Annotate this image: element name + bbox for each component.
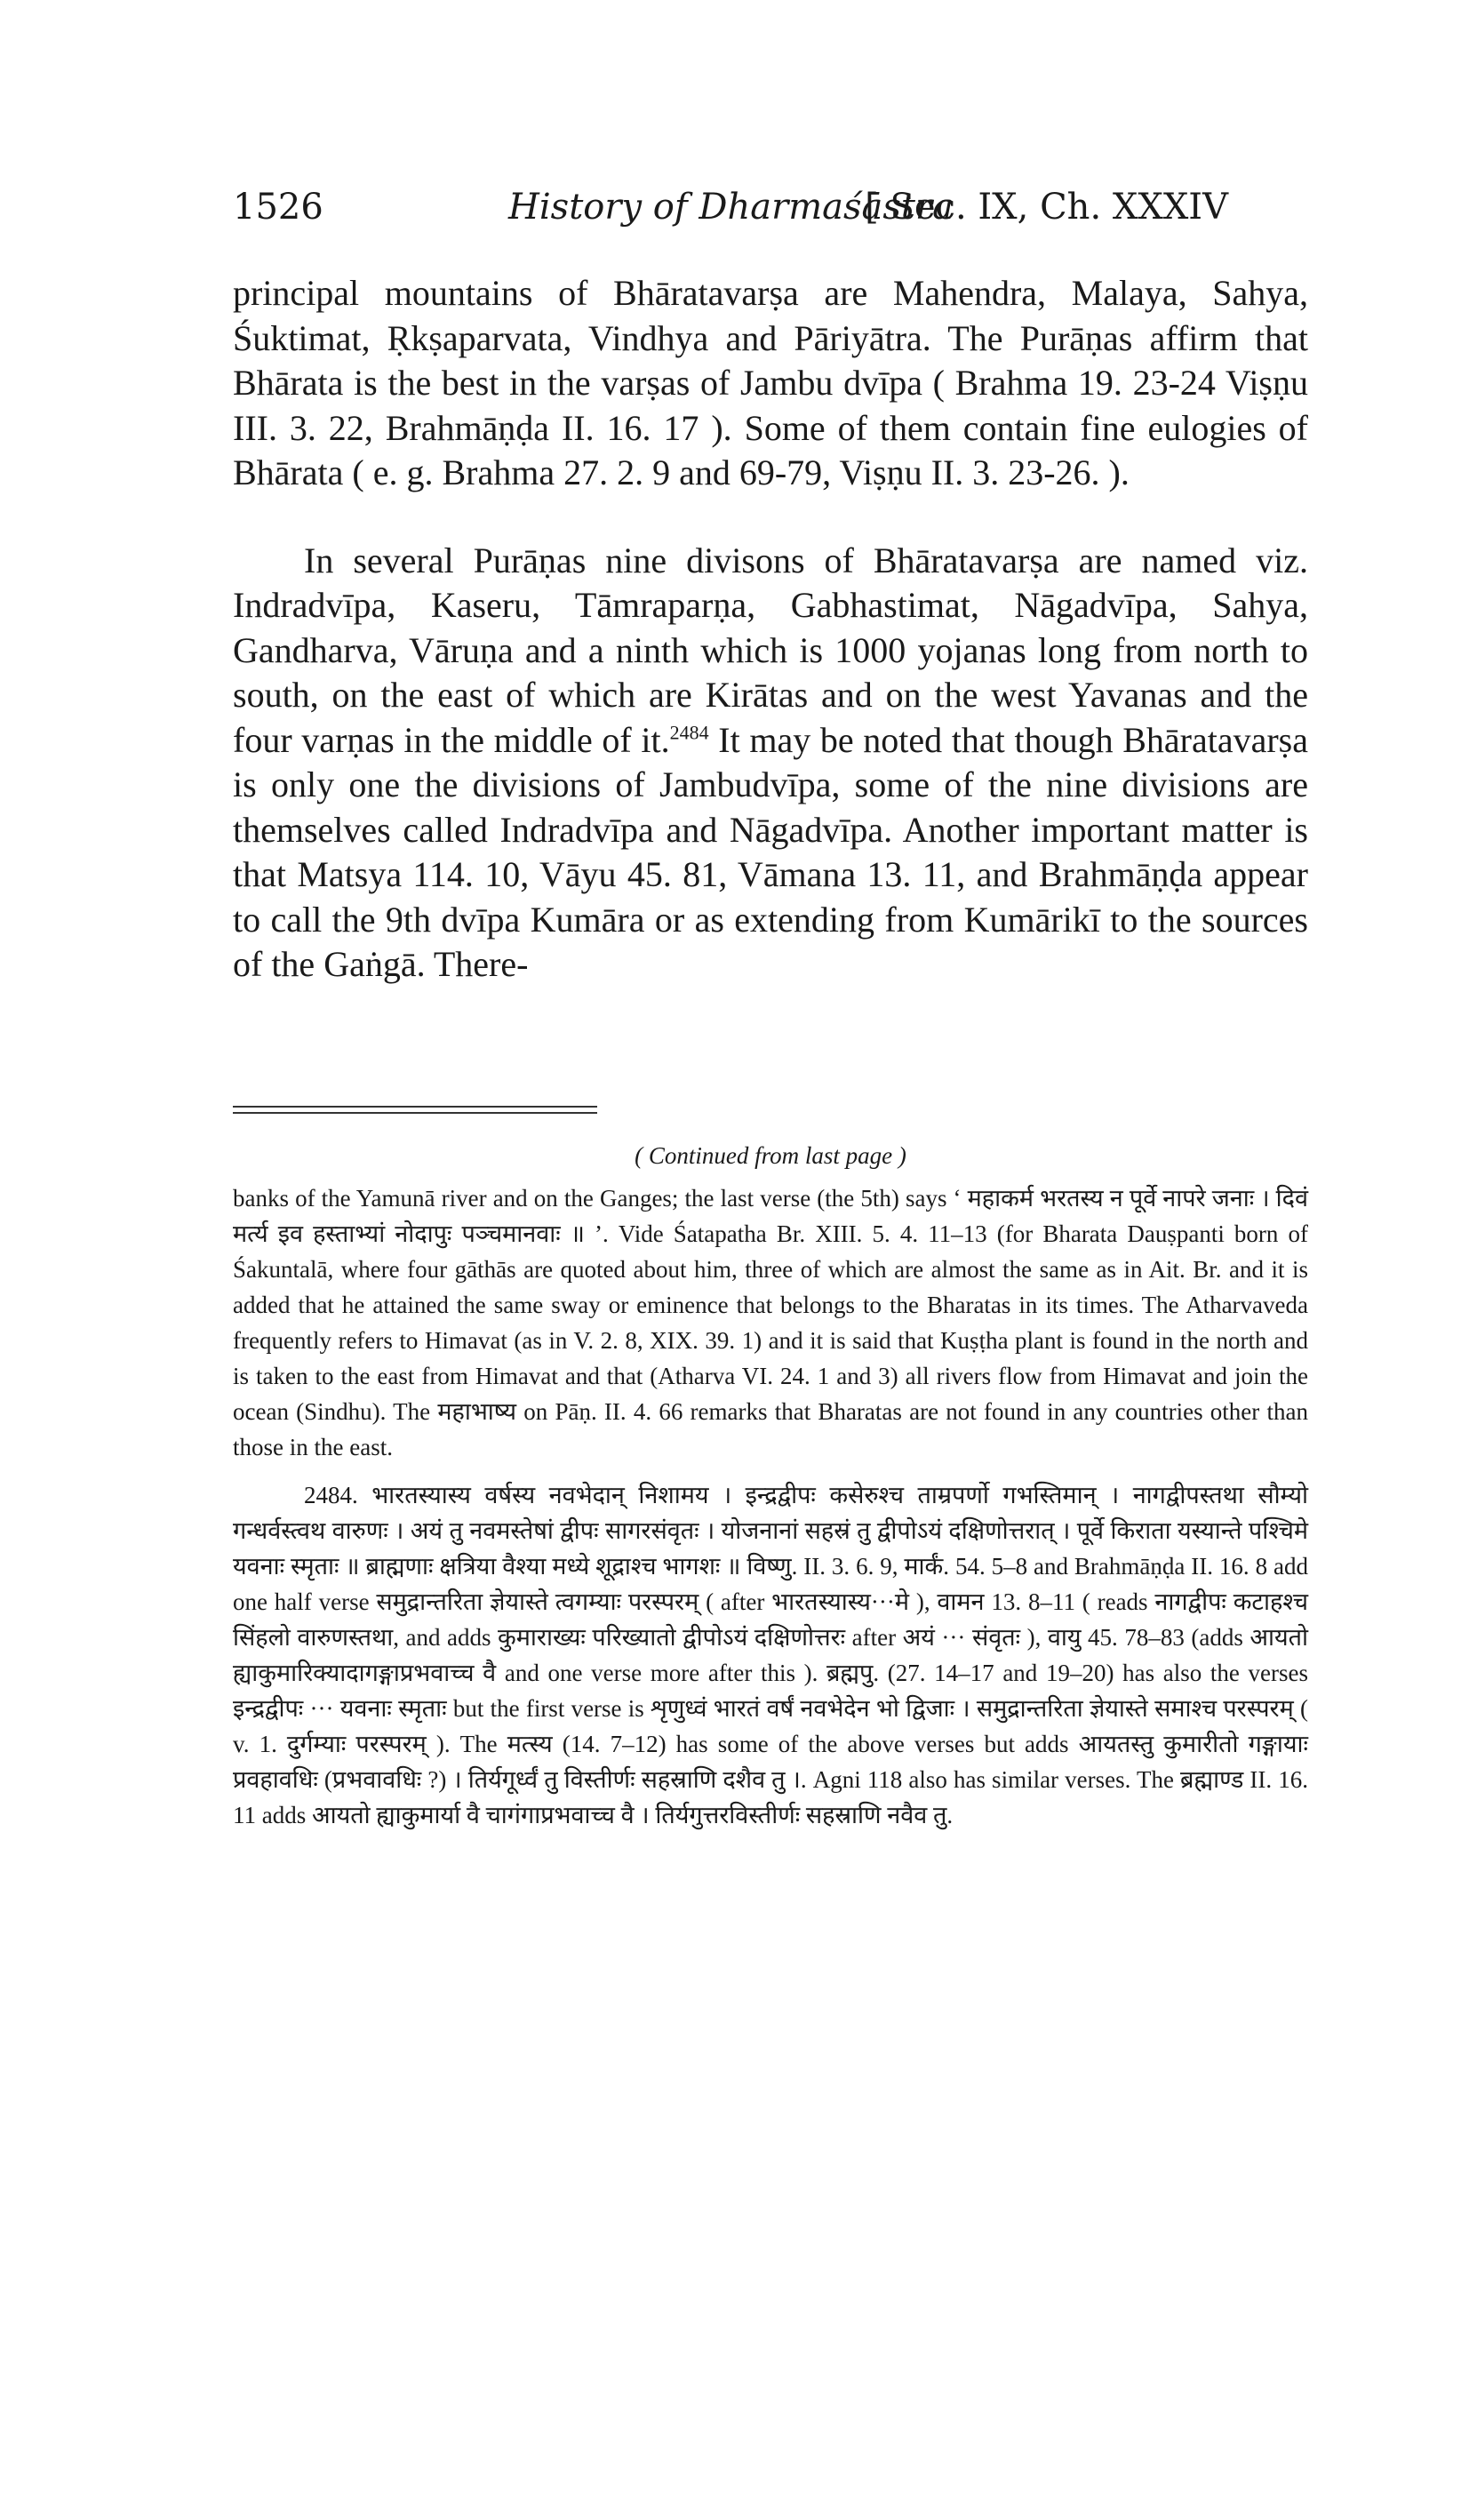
footnote-rule-bottom [233, 1112, 597, 1114]
paragraph-2-text-a: In several Purāṇas nine divisons of Bhāratavarṣa are named viz. Indradvīpa, Kaseru, Tāmraparṇa, Gabhastimat, Nāgadvīpa, Sahya, Gandharva, Vāruṇa and a ninth which is 1000 yojanas long from north to south, on the east of which are Kirātas and on the west Yavanas and the four varṇas in the middle of it. [233, 540, 1308, 760]
paragraph-2 [233, 539, 1308, 988]
page-number: 1526 [233, 187, 323, 228]
footnote-marker-2484[interactable]: 2484 [669, 721, 709, 744]
running-title: History of Dharmaśāstra [508, 187, 954, 228]
footnotes [233, 1138, 1308, 1833]
footnote-2484: 2484. भारतस्यास्य वर्षस्य नवभेदान् निशामय । इन्द्रद्वीपः कसेरुश्च ताम्रपर्णो गभस्तिमान् । नागद्वीपस्तथा सौम्यो गन्धर्वस्त्वथ वारुणः । अयं तु नवमस्तेषां द्वीपः सागरसंवृतः । योजनानां सहस्रं तु द्वीपोऽयं दक्षिणोत्तरात् । पूर्वे किराता यस्यान्ते पश्चिमे यवनाः स्मृताः ॥ ब्राह्मणाः क्षत्रिया वैश्या मध्ये शूद्राश्च भागशः ॥ विष्णु. II. 3. 6. 9, मार्कं. 54. 5–8 and Brahmāṇḍa II. 16. 8 add one half verse समुद्रान्तरिता ज्ञेयास्ते त्वगम्याः परस्परम् ( after भारतस्यास्य···मे ), वामन 13. 8–11 ( reads नागद्वीपः कटाहश्च सिंहलो वारुणस्तथा, and adds कुमाराख्यः परिख्यातो द्वीपोऽयं दक्षिणोत्तरः after अयं ··· संवृतः ), वायु 45. 78–83 (adds आयतो ह्याकुमारिक्यादागङ्गाप्रभवाच्च वै and one verse more after this ). ब्रह्मपु. (27. 14–17 and 19–20) has also the verses इन्द्रद्वीपः ··· यवनाः स्मृताः but the first verse is शृणुध्वं भारतं वर्षं नवभेदेन भो द्विजाः । समुद्रान्तरिता ज्ञेयास्ते समाश्च परस्परम् ( v. 1. दुर्गम्याः परस्परम् ). The मत्स्य (14. 7–12) has some of the above verses but adds आयतस्तु कुमारीतो गङ्गायाः प्रवहावधिः (प्रभवावधिः ?) । तिर्यगूर्ध्वं तु विस्तीर्णः सहस्राणि दशैव तु ।. Agni 118 also has similar verses. The ब्रह्माण्ड II. 16. 11 adds आयतो ह्याकुमार्या वै चागंगाप्रभवाच्च वै । तिर्यगुत्तरविस्तीर्णः सहस्राणि नवैव तु. [233, 1482, 1308, 1828]
footnote-rule-top [233, 1106, 597, 1108]
paragraph-1: principal mountains of Bhāratavarṣa are Mahendra, Malaya, Sahya, Śuktimat, Ṛkṣaparvata, Vindhya and Pāriyātra. The Purāṇas affirm that Bhārata is the best in the varṣas of Jambu dvīpa ( Brahma 19. 23-24 Viṣṇu III. 3. 22, Brahmāṇḍa II. 16. 17 ). Some of them contain fine eulogies of Bhārata ( e. g. Brahma 27. 2. 9 and 69-79, Viṣṇu II. 3. 23-26. ). [233, 273, 1308, 492]
footnote-continued: banks of the Yamunā river and on the Ganges; the last verse (the 5th) says ‘ महाकर्म भरतस्य न पूर्वे नापरे जनाः । दिवं मर्त्य इव हस्ताभ्यां नोदापुः पञ्चमानवाः ॥ ’. Vide Śatapatha Br. XIII. 5. 4. 11–13 (for Bharata Dauṣpanti born of Śakuntalā, where four gāthās are quoted about him, three of which are almost the same as in Ait. Br. and it is added that he attained the same sway or eminence that belongs to the Bharatas in its times. The Atharvaveda frequently refers to Himavat (as in V. 2. 8, XIX. 39. 1) and it is said that Kuṣṭha plant is found in the north and is taken to the east from Himavat and that (Atharva VI. 24. 1 and 3) all rivers flow from Himavat and join the ocean (Sindhu). The महाभाष्य on Pāṇ. II. 4. 66 remarks that Bharatas are not found in any countries other than those in the east. [233, 1185, 1308, 1460]
section-reference: [ Sec. IX, Ch. XXXIV [865, 187, 1228, 228]
main-text [233, 271, 1308, 988]
running-header [233, 187, 1228, 240]
paragraph-2-text-b: It may be noted that though Bhāratavarṣa is only one the divisions of Jambudvīpa, some of the nine divisions are themselves called Indradvīpa and Nāgadvīpa. Another important matter is that Matsya 114. 10, Vāyu 45. 81, Vāmana 13. 11, and Brahmāṇḍa appear to call the 9th dvīpa Kumāra or as extending from Kumārikī to the sources of the Gaṅgā. There- [233, 719, 1308, 984]
continued-note: ( Continued from last page ) [635, 1142, 906, 1169]
